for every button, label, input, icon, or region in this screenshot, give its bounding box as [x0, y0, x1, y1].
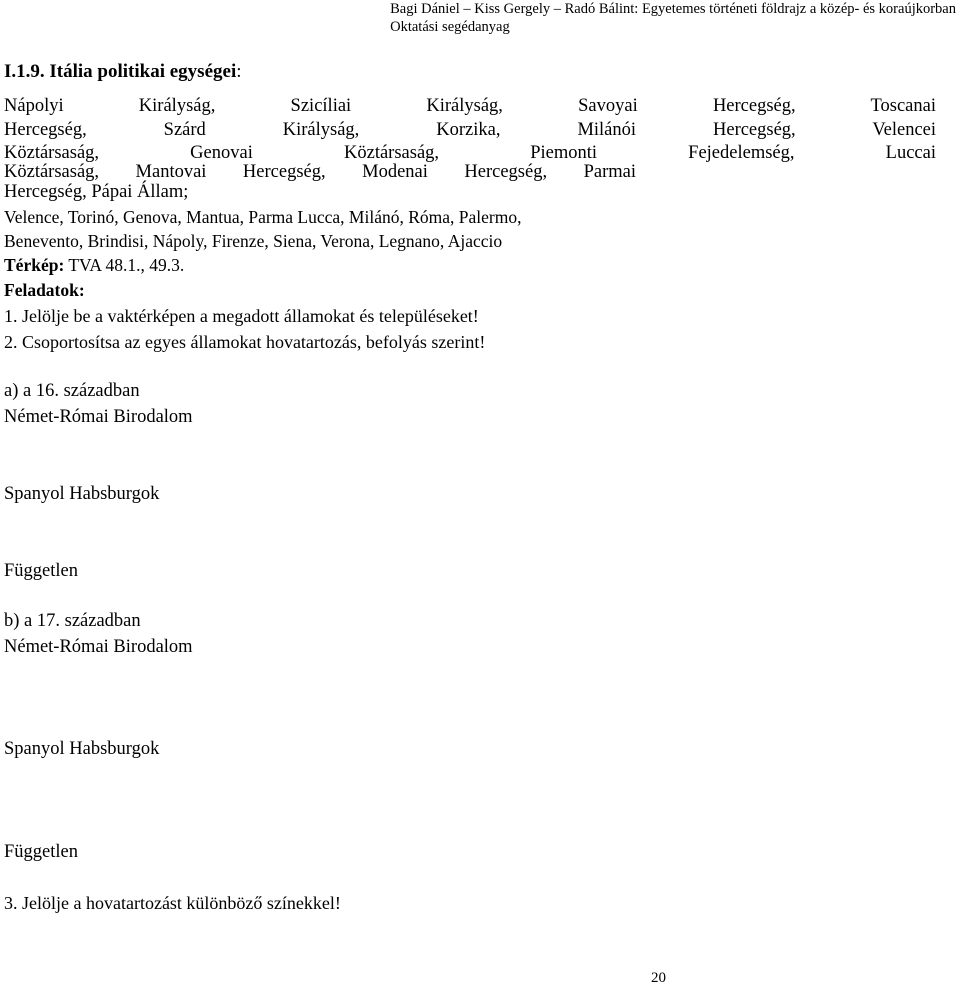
page-number: 20 [651, 970, 666, 986]
map-value: TVA 48.1., 49.3. [68, 255, 185, 275]
task-1: 1. Jelölje be a vaktérképen a megadott államokat és településeket! [4, 306, 479, 326]
part-a-group-hre: Német-Római Birodalom [4, 407, 193, 427]
part-b-group-independent: Független [4, 842, 78, 862]
states-line-3: Köztársaság, Genovai Köztársaság, Piemonti Fejedelemség, Luccai [4, 143, 936, 163]
part-b-heading: b) a 17. században [4, 611, 141, 631]
page-header [390, 0, 956, 36]
map-label: Térkép: [4, 255, 65, 275]
states-line-5: Hercegség, Pápai Állam; [4, 182, 189, 202]
section-number-title: I.1.9. Itália politikai egységei [4, 61, 237, 82]
map-reference [4, 255, 184, 276]
part-a-heading: a) a 16. században [4, 381, 140, 401]
states-line-1: Nápolyi Királyság, Szicíliai Királyság, Savoyai Hercegség, Toscanai [4, 96, 936, 116]
cities-line-2: Benevento, Brindisi, Nápoly, Firenze, Siena, Verona, Legnano, Ajaccio [4, 231, 503, 251]
part-b-group-spanish: Spanyol Habsburgok [4, 739, 160, 759]
section-title-colon: : [236, 61, 242, 82]
header-authors: Bagi Dániel – Kiss Gergely – Radó Bálint: Egyetemes történeti földrajz a közép- és koraújkorban [390, 1, 956, 17]
part-b-group-hre: Német-Római Birodalom [4, 637, 193, 657]
cities-line-1: Velence, Torinó, Genova, Mantua, Parma Lucca, Milánó, Róma, Palermo, [4, 207, 522, 227]
task-3: 3. Jelölje a hovatartozást különböző színekkel! [4, 893, 341, 913]
part-a-group-spanish: Spanyol Habsburgok [4, 484, 160, 504]
task-2: 2. Csoportosítsa az egyes államokat hovatartozás, befolyás szerint! [4, 332, 486, 352]
tasks-heading: Feladatok: [4, 280, 85, 300]
part-a-group-independent: Független [4, 561, 78, 581]
states-line-2: Hercegség, Szárd Királyság, Korzika, Milánói Hercegség, Velencei [4, 120, 936, 140]
states-line-4: Köztársaság, Mantovai Hercegség, Modenai Hercegség, Parmai [4, 162, 636, 182]
section-title [4, 61, 242, 83]
header-subtitle: Oktatási segédanyag [390, 19, 510, 35]
